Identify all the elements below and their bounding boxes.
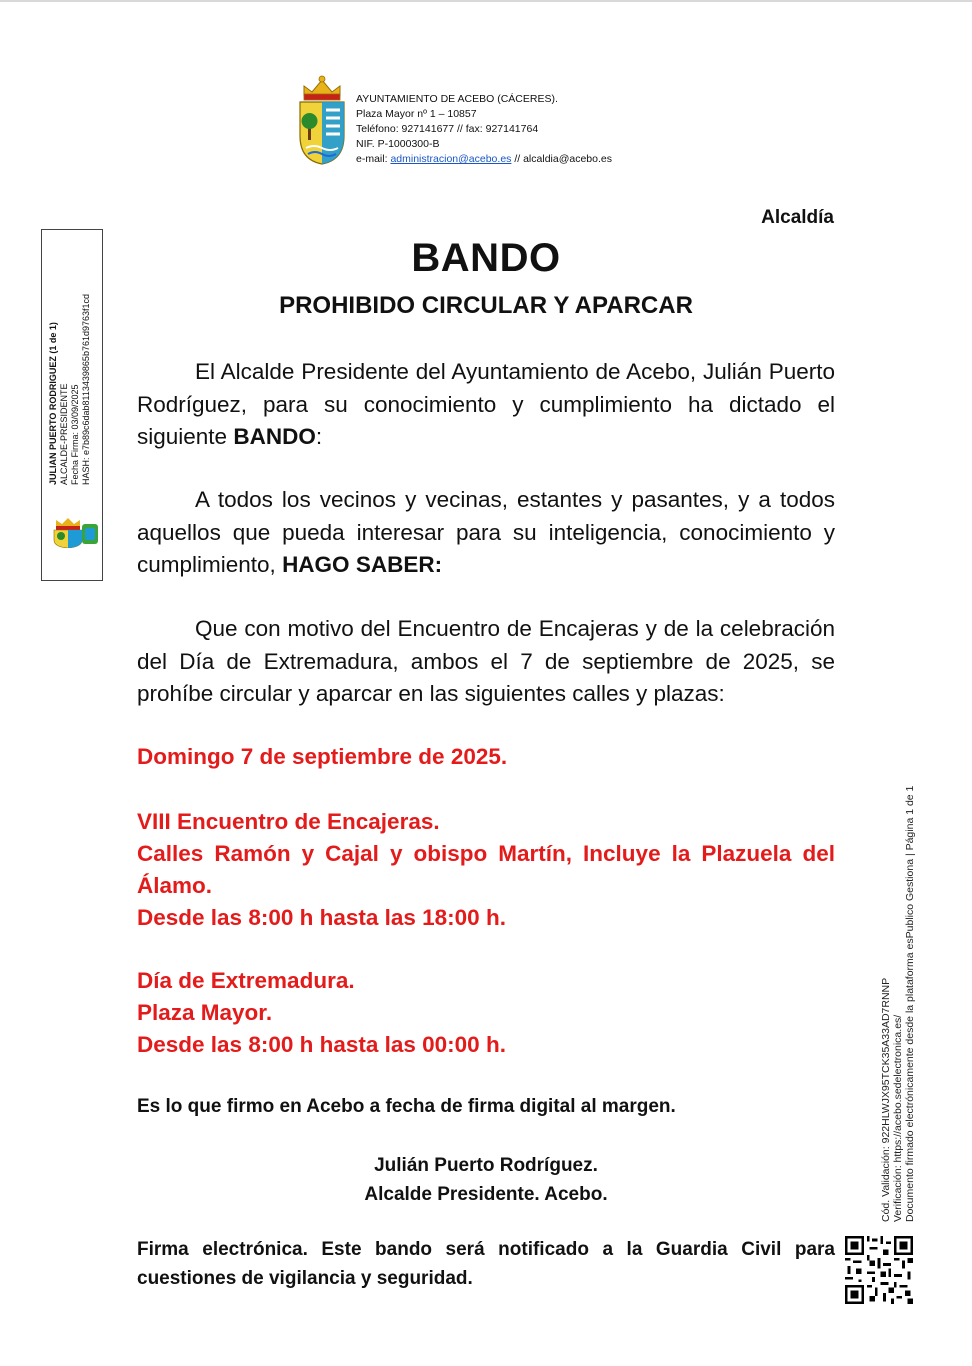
email-label: e-mail: (356, 153, 391, 165)
event1-name: VIII Encuentro de Encajeras. (137, 809, 440, 834)
date-heading: Domingo 7 de septiembre de 2025. (137, 744, 508, 769)
event2-place: Plaza Mayor. (137, 1000, 273, 1025)
email-alcaldia: alcaldia@acebo.es (523, 153, 612, 165)
footer-note: Firma electrónica. Este bando será notificado a la Guardia Civil para cuestiones de vigilancia y seguridad. (137, 1239, 835, 1289)
letterhead-name: AYUNTAMIENTO DE ACEBO (CÁCERES). (356, 93, 558, 105)
event-extremadura (137, 965, 835, 1061)
qr-code-icon (845, 1236, 913, 1304)
letterhead-address: Plaza Mayor nº 1 – 10857 (356, 108, 477, 120)
signature-block (0, 1151, 972, 1209)
stamp-date: Fecha Firma: 03/09/2025 (70, 384, 80, 485)
platform-note: Documento firmado electrónicamente desde la plataforma esPublico Gestiona | Página 1 de 1 (904, 785, 916, 1222)
validation-code: Cód. Validación: 922HLWJX95TCK35A33AD7RNNP (880, 977, 892, 1222)
stamp-crest-icon (52, 516, 100, 548)
section-label: Alcaldía (761, 207, 834, 228)
document-title: BANDO (411, 236, 561, 280)
paragraph-intro: El Alcalde Presidente del Ayuntamiento de Acebo, Julián Puerto Rodríguez, para su conocimiento y cumplimiento ha dictado el siguiente BANDO: (137, 359, 835, 449)
letterhead-nif: NIF. P-1000300-B (356, 138, 440, 150)
paragraph-hago-saber: A todos los vecinos y vecinas, estantes y pasantes, y a todos aquellos que pueda interesar para su inteligencia, conocimiento y cumplimiento, HAGO SABER: (137, 487, 835, 577)
letterhead-phone: Teléfono: 927141677 // fax: 927141764 (356, 123, 539, 135)
document-subtitle: PROHIBIDO CIRCULAR Y APARCAR (279, 292, 693, 319)
letterhead-email-line (356, 152, 612, 167)
event2-name: Día de Extremadura. (137, 968, 355, 993)
signer-role: Alcalde Presidente. Acebo. (364, 1184, 608, 1205)
stamp-hash: HASH: e7b89c6dab8113439865b761d9763f1cd (81, 294, 91, 485)
paragraph-motive: Que con motivo del Encuentro de Encajeras y de la celebración del Día de Extremadura, ambos el 7 de septiembre de 2025, se prohíbe circular y aparcar en las siguientes calles y plazas: (137, 616, 835, 706)
verification-url: Verificación: https://acebo.sedelectronica.es/ (892, 1014, 904, 1222)
event1-hours: Desde las 8:00 h hasta las 18:00 h. (137, 905, 506, 930)
signature-stamp (41, 229, 103, 581)
letterhead (356, 92, 612, 167)
event1-streets: Calles Ramón y Cajal y obispo Martín, Incluye la Plazuela del Álamo. (137, 841, 835, 898)
event-encajeras (137, 806, 835, 934)
email-separator: // (511, 153, 524, 165)
page-top-border (0, 0, 972, 2)
event2-hours: Desde las 8:00 h hasta las 00:00 h. (137, 1032, 506, 1057)
signer-name: Julián Puerto Rodríguez. (374, 1155, 598, 1176)
verification-text (880, 702, 916, 1222)
closing-statement: Es lo que firmo en Acebo a fecha de firma digital al margen. (137, 1096, 676, 1117)
stamp-text (48, 240, 92, 485)
municipal-crest-logo (296, 74, 348, 166)
stamp-signer: JULIAN PUERTO RODRIGUEZ (1 de 1) (48, 322, 58, 485)
stamp-role: ALCALDE-PRESIDENTE (59, 383, 69, 485)
email-link-administracion[interactable]: administracion@acebo.es (390, 153, 512, 165)
